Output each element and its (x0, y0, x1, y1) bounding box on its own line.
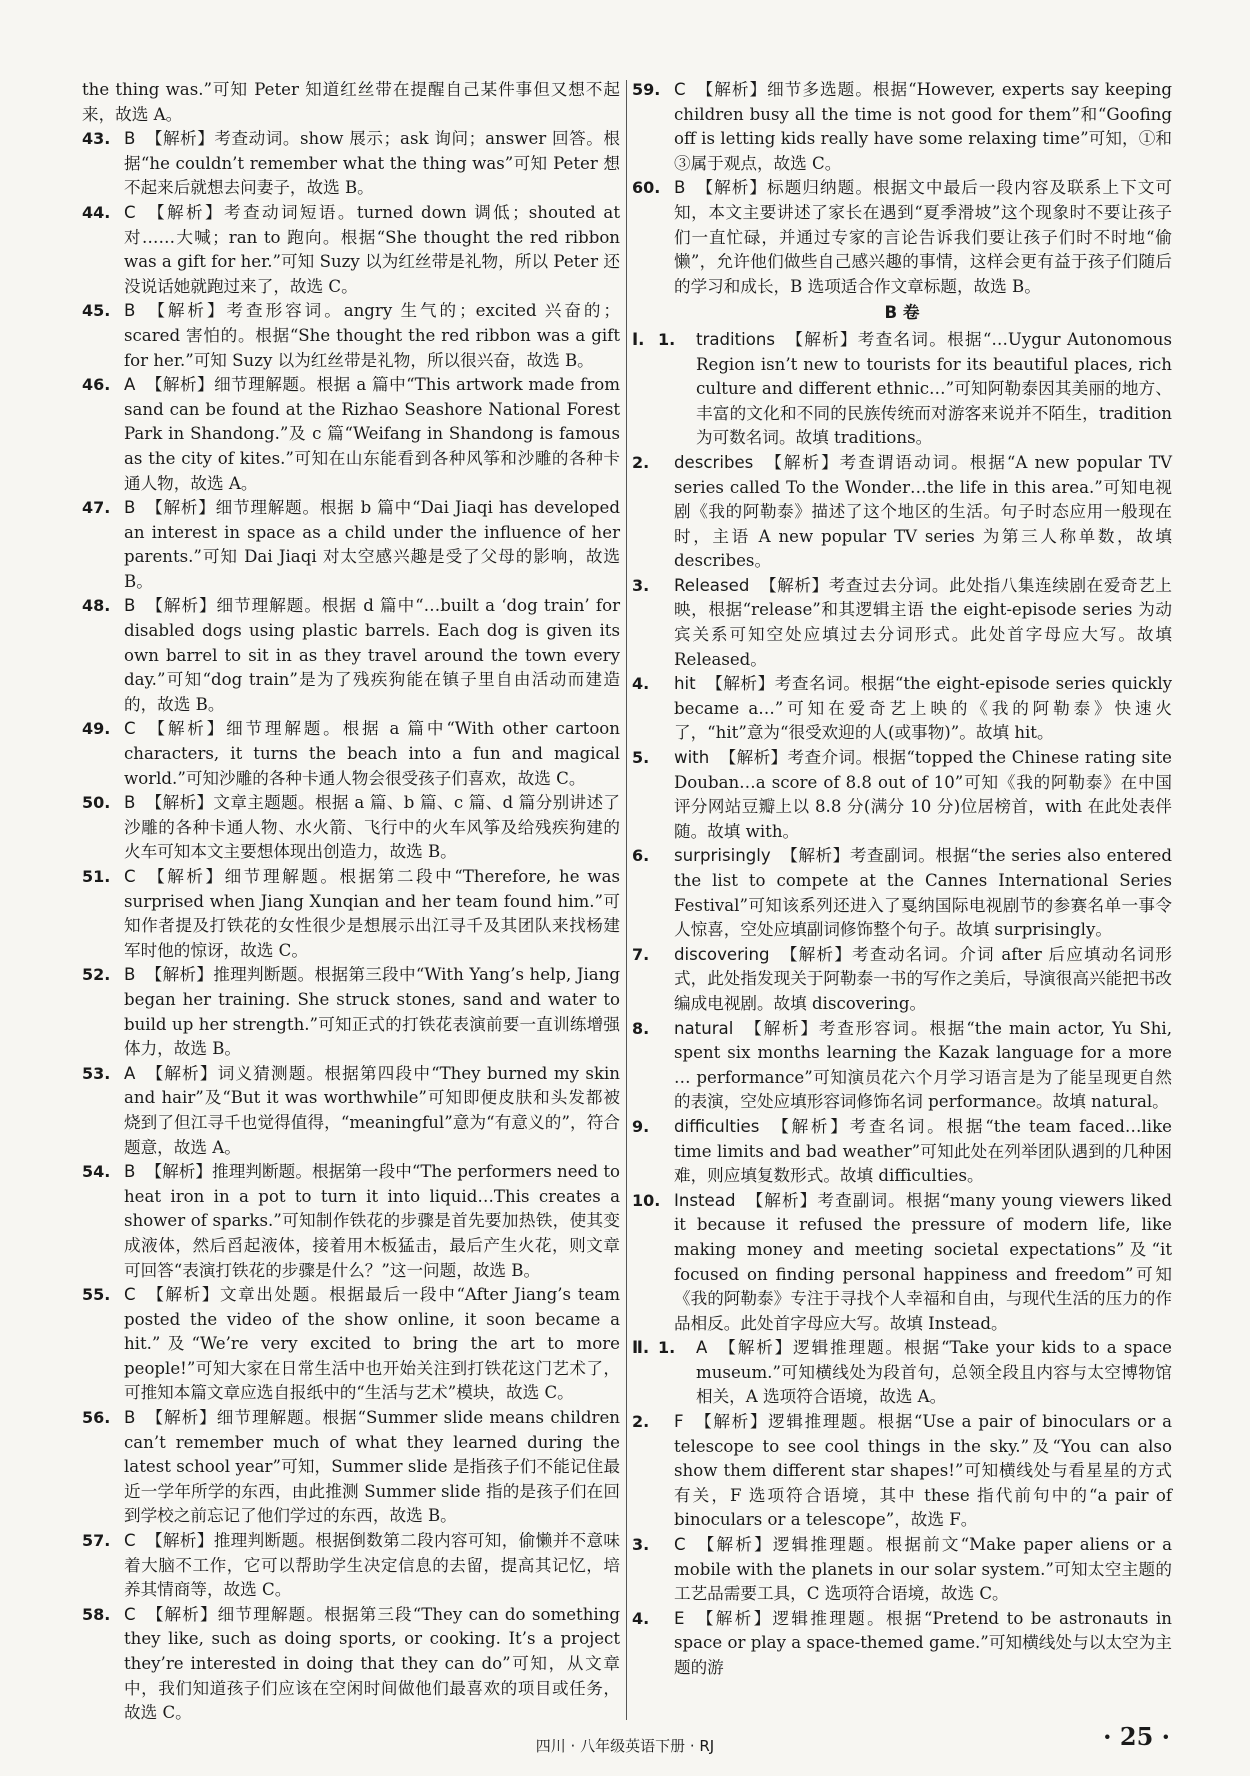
answer-item: 55. C 【解析】文章出处题。根据最后一段中“After Jiang’s team posted the video of the show online, it soon became a hit.”及“We’re very excited to bring the art to more people!”可知大家在日常生活中也开始关注到打铁花这门艺术了，可推知本篇文章应选自报纸中的“生活与艺术”模块，故选 C。 (82, 1285, 620, 1403)
section-roman-numeral: Ⅱ. (632, 1338, 650, 1358)
answer-text: the thing was.”可知 Peter 知道红丝带在提醒自己某件事但又想不起来，故选 A。 (82, 80, 620, 124)
left-column (82, 78, 620, 1726)
answer-item: 53. A 【解析】词义猜测题。根据第四段中“They burned my skin and hair”及“But it was worthwhile”可知即便皮肤和头发都被烧到了但江寻千也觉得值得，“meaningful”意为“有意义的”，符合题意，故选 A。 (82, 1063, 620, 1157)
answer-item: 10. Instead 【解析】考查副词。根据“many young viewers liked it because it refused the pressure of modern life, like making money and meeting societal expectations”及“it focused on finding personal happiness and freedom”可知《我的阿勒泰》专注于寻找个人幸福和自由，与现代生活的压力的作品相反。此处首字母应大写。故填 Instead。 (632, 1190, 1172, 1333)
answer-item: 2. describes 【解析】考查谓语动词。根据“A new popular TV series called To the Wonder…the life in this area.”可知电视剧《我的阿勒泰》描述了这个地区的生活。句子时态应用一般现在时，主语 A new popular TV series 为第三人称单数，故填 describes。 (632, 452, 1172, 571)
answer-item: 60. B 【解析】标题归纳题。根据文中最后一段内容及联系上下文可知，本文主要讲述了家长在遇到“夏季滑坡”这个现象时不要让孩子们一直忙碌，并通过专家的言论告诉我们要让孩子们时不时地“偷懒”，允许他们做些自己感兴趣的事情，这样会更有益于孩子们随后的学习和成长，B 选项适合作文章标题，故选 B。 (632, 178, 1172, 296)
section-roman-numeral: Ⅰ. (632, 329, 645, 349)
answer-item: 7. discovering 【解析】考查动名词。介词 after 后应填动名词形式，此处指发现关于阿勒泰一书的写作之美后，导演很高兴能把书改编成电视剧。故填 discovering。 (632, 944, 1172, 1013)
answer-item: 6. surprisingly 【解析】考查副词。根据“the series also entered the list to compete at the Cannes International Series Festival”可知该系列还进入了戛纳国际电视剧节的参赛名单一事令人惊喜，空处应填副词修饰整个句子。故填 surprisingly。 (632, 846, 1172, 940)
answer-item: 51. C 【解析】细节理解题。根据第二段中“Therefore, he was surprised when Jiang Xunqian and her team found him.”可知作者提及打铁花的女性很少是想展示出江寻千及其团队来找杨建军时他的惊讶，故选 C。 (82, 867, 620, 960)
answer-item: 49. C 【解析】细节理解题。根据 a 篇中“With other cartoon characters, it turns the beach into a fun and magical world.”可知沙雕的各种卡通人物会很受孩子们喜欢，故选 C。 (82, 719, 620, 788)
answer-item: 9. difficulties 【解析】考查名词。根据“the team faced…like time limits and bad weather”可知此处在列举团队遇到的几种困难，则应填复数形式。故填 difficulties。 (632, 1116, 1172, 1186)
page-number: · 25 · (1103, 1722, 1170, 1751)
answer-item: 50. B 【解析】文章主题题。根据 a 篇、b 篇、c 篇、d 篇分别讲述了沙雕的各种卡通人物、水火箭、飞行中的火车风筝及给残疾狗建的火车可知本文主要想体现出创造力，故选 B。 (82, 793, 620, 862)
answer-item: 3. C 【解析】逻辑推理题。根据前文“Make paper aliens or a mobile with the planets in our solar system.”可知太空主题的工艺品需要工具，C 选项符合语境，故选 C。 (632, 1535, 1172, 1604)
answer-item (82, 78, 620, 127)
answer-item: 47. B 【解析】细节理解题。根据 b 篇中“Dai Jiaqi has developed an interest in space as a child under the influence of her parents.”可知 Dai Jiaqi 对太空感兴趣是受了父母的影响，故选 B。 (82, 498, 620, 591)
answer-item: 52. B 【解析】推理判断题。根据第三段中“With Yang’s help, Jiang began her training. She struck stones, sand and water to build up her strength.”可知正式的打铁花表演前要一直训练增强体力，故选 B。 (82, 965, 620, 1059)
answer-item: 56. B 【解析】细节理解题。根据“Summer slide means children can’t remember much of what they learned during the latest school year”可知，Summer slide 是指孩子们不能记住最近一学年所学的东西，由此推测 Summer slide 指的是孩子们在回到学校之前忘记了他们学过的东西，故选 B。 (82, 1408, 620, 1526)
section-title: B 卷 (884, 303, 920, 323)
answer-item: 4. E 【解析】逻辑推理题。根据“Pretend to be astronauts in space or play a space-themed game.”可知横线处与以太空为主题的游 (632, 1608, 1172, 1677)
right-column (632, 78, 1172, 1681)
answer-item: 4. hit 【解析】考查名词。根据“the eight-episode series quickly became a…”可知在爱奇艺上映的《我的阿勒泰》快速火了，“hit”意为“很受欢迎的人(或事物)”。故填 hit。 (632, 674, 1172, 743)
answer-item: 57. C 【解析】推理判断题。根据倒数第二段内容可知，偷懒并不意味着大脑不工作，它可以帮助学生决定信息的去留，提高其记忆，培养其情商等，故选 C。 (82, 1531, 620, 1600)
answer-item: 8. natural 【解析】考查形容词。根据“the main actor, Yu Shi, spent six months learning the Kazak language for a more … performance”可知演员花六个月学习语言是为了能呈现更自然的表演，空处应填形容词修饰名词 performance。故填 natural。 (632, 1018, 1172, 1112)
answer-item: 2. F 【解析】逻辑推理题。根据“Use a pair of binoculars or a telescope to see cool things in the sky.”及“You can also show them different star shapes!”可知横线处与看星星的方式有关，F 选项符合语境，其中 these 指代前句中的“a pair of binoculars or a telescope”，故选 F。 (632, 1412, 1172, 1530)
answer-item: 54. B 【解析】推理判断题。根据第一段中“The performers need to heat iron in a pot to turn it into liquid…This creates a shower of sparks.”可知制作铁花的步骤是首先要加热铁，使其变成液体，然后舀起液体，接着用木板猛击，最后产生火花，则文章可回答“表演打铁花的步骤是什么？”这一问题，故选 B。 (82, 1162, 620, 1280)
answer-item: 5. with 【解析】考查介词。根据“topped the Chinese rating site Douban…a score of 8.8 out of 10”可知《我的阿勒泰》在中国评分网站豆瓣上以 8.8 分(满分 10 分)位居榜首，with 在此处表伴随。故填 with。 (632, 748, 1172, 841)
answer-item: 58. C 【解析】细节理解题。根据第三段“They can do something they like, such as doing sports, or cooking. It’s a project they’re interested in doing that they can do”可知，从文章中，我们知道孩子们应该在空闲时间做他们最喜欢的项目或任务，故选 C。 (82, 1604, 620, 1723)
page-footer: 四川 · 八年级英语下册 · RJ (535, 1737, 715, 1755)
answer-item: Ⅰ. 1. traditions 【解析】考查名词。根据“…Uygur Autonomous Region isn’t new to tourists for its beautiful places, rich culture and different ethnic…”可知阿勒泰因其美丽的地方、丰富的文化和不同的民族传统而对游客来说并不陌生，tradition 为可数名词。故填 traditions。 (632, 329, 1172, 448)
answer-item: 48. B 【解析】细节理解题。根据 d 篇中“…built a ‘dog train’ for disabled dogs using plastic barrels. Each dog is given its own barrel to sit in as they travel around the town every day.”可知“dog train”是为了残疾狗能在镇子里自由活动而建造的，故选 B。 (82, 596, 620, 714)
answer-item: 59. C 【解析】细节多选题。根据“However, experts say keeping children busy all the time is not good for them”和“Goofing off is letting kids really have some relaxing time”可知，①和③属于观点，故选 C。 (632, 80, 1172, 173)
answer-item: 43. B 【解析】考查动词。show 展示；ask 询问；answer 回答。根据“he couldn’t remember what the thing was”可知 Peter 想不起来后就想去问妻子，故选 B。 (82, 129, 620, 198)
answer-item: 3. Released 【解析】考查过去分词。此处指八集连续剧在爱奇艺上映，根据“release”和其逻辑主语 the eight-episode series 为动宾关系可知空处应填过去分词形式。此处首字母应大写。故填 Released。 (632, 575, 1172, 669)
answer-item: Ⅱ. 1. A 【解析】逻辑推理题。根据“Take your kids to a space museum.”可知横线处为段首句，总领全段且内容与太空博物馆相关，A 选项符合语境，故选 A。 (632, 1338, 1172, 1407)
answer-item: 46. A 【解析】细节理解题。根据 a 篇中“This artwork made from sand can be found at the Rizhao Seashore National Forest Park in Shandong.”及 c 篇“Weifang in Shandong is famous as the city of kites.”可知在山东能看到各种风筝和沙雕的各种卡通人物，故选 A。 (82, 375, 620, 493)
answer-item: 45. B 【解析】考查形容词。angry 生气的；excited 兴奋的；scared 害怕的。根据“She thought the red ribbon was a gift for her.”可知 Suzy 以为红丝带是礼物，所以很兴奋，故选 B。 (82, 301, 620, 370)
column-divider (626, 80, 627, 1720)
answer-item: 44. C 【解析】考查动词短语。turned down 调低；shouted at 对……大喊；ran to 跑向。根据“She thought the red ribbon was a gift for her.”可知 Suzy 以为红丝带是礼物，所以 Peter 还没说话她就跑过来了，故选 C。 (82, 202, 620, 296)
